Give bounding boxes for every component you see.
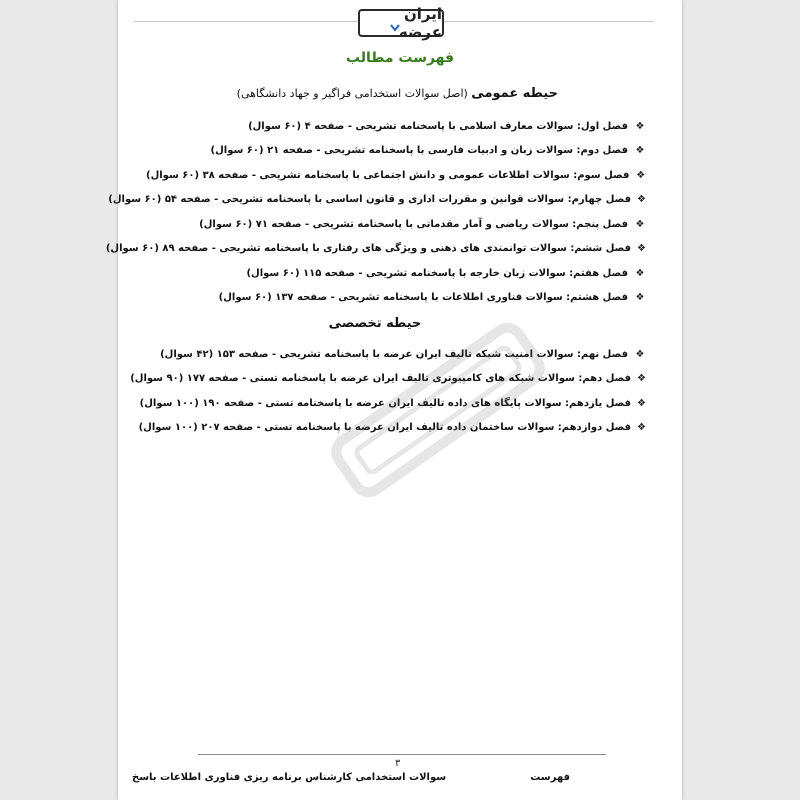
toc-item[interactable] [146, 163, 646, 188]
general-section-title: حیطه عمومی [471, 86, 558, 101]
toc-item[interactable] [138, 416, 646, 441]
toc-item[interactable] [108, 188, 646, 213]
toc-item[interactable] [139, 391, 646, 416]
toc-item-label: فصل هشتم: سوالات فناوری اطلاعات با پاسخنامه تشریحی - صفحه ۱۳۷ (۶۰ سوال) [218, 292, 628, 304]
toc-item-label: فصل یازدهم: سوالات پایگاه های داده تالیف ایران عرضه با پاسخنامه تستی - صفحه ۱۹۰ (۱۰۰ سوال) [139, 397, 632, 409]
footer-book-title: سوالات استخدامی کارشناس برنامه ریزی فناوری اطلاعات باسخ [132, 772, 447, 783]
toc-item[interactable] [146, 342, 646, 367]
logo-arrow-icon [390, 24, 400, 32]
general-toc-list [105, 114, 646, 310]
toc-title: فهرست مطالب [345, 50, 455, 66]
toc-item-label: فصل دوم: سوالات زبان و ادبیات فارسی با پاسخنامه تشریحی - صفحه ۲۱ (۶۰ سوال) [210, 145, 628, 157]
specialized-section-heading: حیطه تخصصی [328, 316, 422, 331]
specialized-toc-list [130, 342, 646, 440]
diamond-bullet-icon: ❖ [637, 243, 646, 255]
diamond-bullet-icon: ❖ [637, 194, 646, 206]
site-logo [358, 5, 444, 41]
toc-item-label: فصل دهم: سوالات شبکه های کامپیوتری تالیف ایران عرضه با پاسخنامه تستی - صفحه ۱۷۷ (۹۰ سوال) [130, 373, 632, 385]
document-page [105, 0, 682, 800]
diamond-bullet-icon: ❖ [637, 397, 646, 409]
diamond-bullet-icon: ❖ [635, 120, 645, 132]
toc-item-label: فصل نهم: سوالات امنیت شبکه تالیف ایران عرضه با پاسخنامه تشریحی - صفحه ۱۵۳ (۴۲ سوال) [160, 348, 628, 360]
toc-item[interactable] [105, 237, 646, 262]
toc-item[interactable] [146, 139, 646, 164]
toc-item[interactable] [146, 286, 646, 311]
general-section-subtitle: (اصل سوالات استخدامی فراگیر و جهاد دانشگاهی) [236, 87, 468, 100]
diamond-bullet-icon: ❖ [635, 267, 645, 279]
footer-section-label: فهرست [530, 772, 570, 783]
site-logo-text: ایران عرضه [398, 5, 442, 41]
toc-item[interactable] [130, 367, 646, 392]
page-number: ۳ [395, 758, 401, 769]
footer-rule [198, 754, 606, 755]
diamond-bullet-icon: ❖ [635, 145, 645, 157]
toc-item[interactable] [146, 212, 646, 237]
diamond-bullet-icon: ❖ [635, 218, 645, 230]
diamond-bullet-icon: ❖ [636, 169, 646, 181]
diamond-bullet-icon: ❖ [635, 292, 645, 304]
toc-item-label: فصل سوم: سوالات اطلاعات عمومی و دانش اجتماعی با پاسخنامه تشریحی - صفحه ۳۸ (۶۰ سوال) [146, 169, 630, 181]
general-section-heading [237, 86, 558, 101]
diamond-bullet-icon: ❖ [635, 348, 645, 360]
toc-item-label: فصل هفتم: سوالات زبان خارجه با پاسخنامه تشریحی - صفحه ۱۱۵ (۶۰ سوال) [246, 267, 628, 279]
toc-item-label: فصل ششم: سوالات توانمندی های ذهنی و ویژگی های رفتاری با پاسخنامه تشریحی - صفحه ۸۹ (۶۰ سوال) [105, 243, 632, 255]
toc-item[interactable] [146, 261, 646, 286]
toc-item[interactable] [146, 114, 646, 139]
diamond-bullet-icon: ❖ [637, 422, 646, 434]
toc-item-label: فصل چهارم: سوالات قوانین و مقررات اداری و قانون اساسی با پاسخنامه تشریحی - صفحه ۵۴ (۶۰ سوال) [108, 194, 632, 206]
toc-item-label: فصل پنجم: سوالات ریاضی و آمار مقدماتی با پاسخنامه تشریحی - صفحه ۷۱ (۶۰ سوال) [199, 218, 628, 230]
toc-item-label: فصل دوازدهم: سوالات ساختمان داده تالیف ایران عرضه با پاسخنامه تستی - صفحه ۲۰۷ (۱۰۰ سوال) [138, 422, 632, 434]
diamond-bullet-icon: ❖ [637, 373, 646, 385]
toc-item-label: فصل اول: سوالات معارف اسلامی با پاسخنامه تشریحی - صفحه ۴ (۶۰ سوال) [248, 120, 628, 132]
